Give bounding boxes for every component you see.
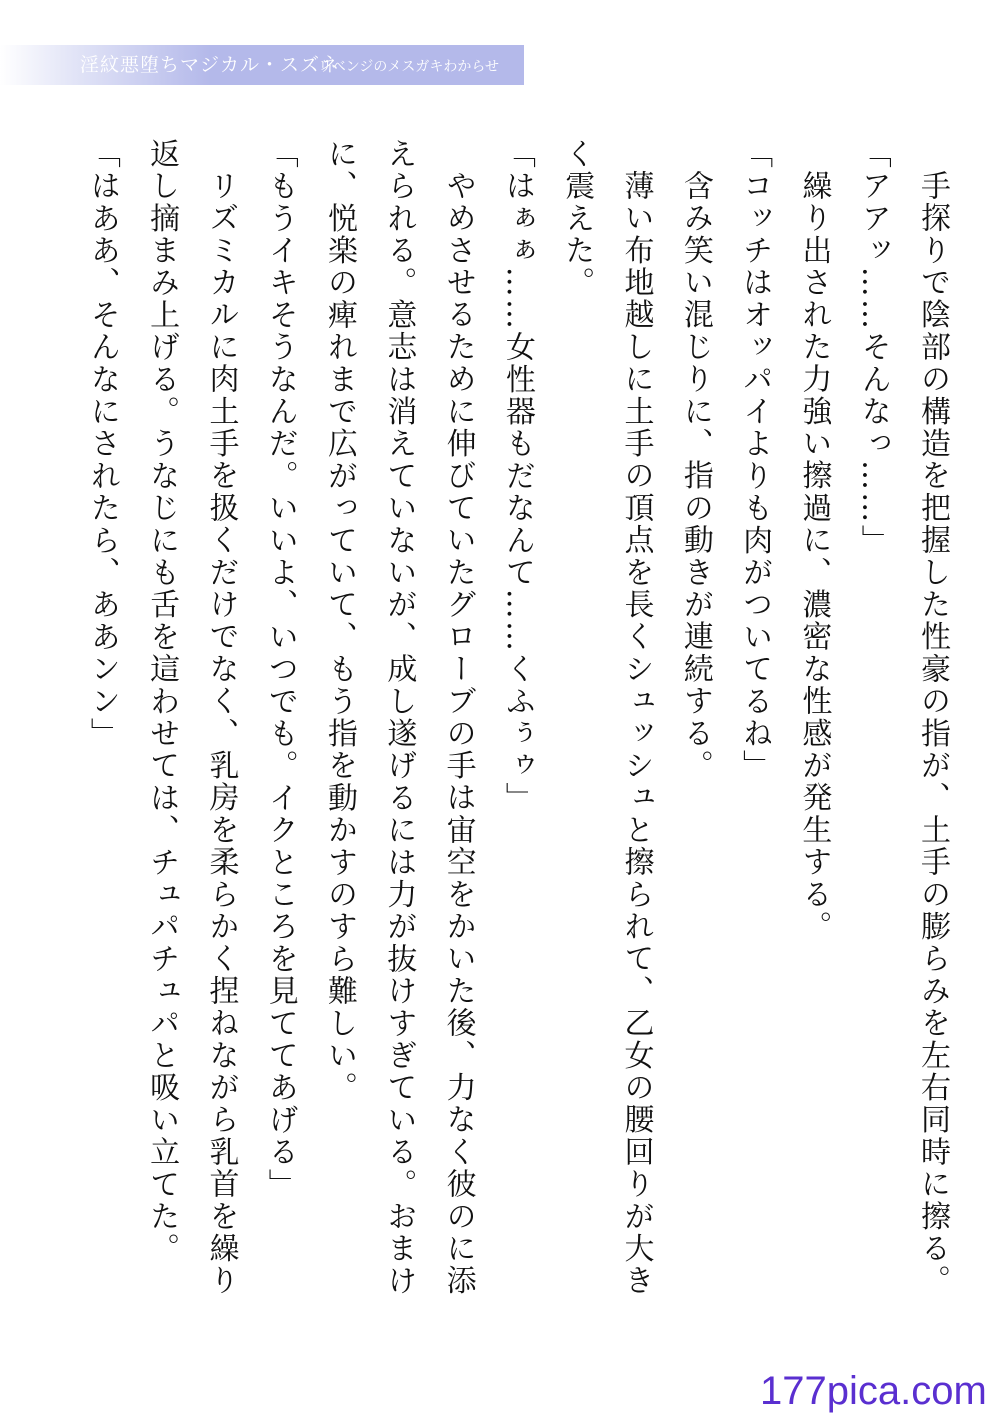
watermark-link[interactable]: 177pica.com bbox=[760, 1369, 987, 1413]
text-line: 手探りで陰部の構造を把握した性豪の指が、土手の膨らみを左右同時に擦る。 bbox=[915, 170, 950, 1297]
vertical-text-block bbox=[62, 138, 962, 1338]
text-line: 繰り出された力強い擦過に、濃密な性感が発生する。 bbox=[796, 170, 832, 943]
text-line: く震えた。 bbox=[559, 138, 595, 299]
dialogue-line: 「アアッ……そんなっ……」 bbox=[855, 138, 891, 557]
dialogue-line: 「コッチはオッパイよりも肉がついてるね」 bbox=[737, 138, 773, 782]
text-line: 返し摘まみ上げる。うなじにも舌を這わせては、チュパチュパと吸い立てた。 bbox=[144, 138, 180, 1265]
text-line: 薄い布地越しに土手の頂点を長くシュッシュと擦られて、乙女の腰回りが大き bbox=[618, 170, 654, 1297]
text-line: えられる。意志は消えていないが、成し遂げるには力が抜けすぎている。おまけ bbox=[381, 138, 417, 1298]
dialogue-line: 「はああ、そんなにされたら、ああンン」 bbox=[84, 138, 120, 750]
dialogue-line: 「もうイキそうなんだ。いいよ、いつでも。イクところを見ててあげる」 bbox=[262, 138, 298, 1201]
dialogue-line: 「はぁぁ……女性器もだなんて……くふぅゥ」 bbox=[499, 138, 535, 815]
text-line: やめさせるために伸びていたグローブの手は宙空をかいた後、力なく彼のに添 bbox=[440, 170, 476, 1297]
book-subtitle: リベンジのメスガキわからせ bbox=[318, 59, 499, 75]
text-line: 含み笑い混じりに、指の動きが連続する。 bbox=[677, 170, 713, 782]
text-line: に、悦楽の痺れまで広がっていて、もう指を動かすのすら難しい。 bbox=[322, 138, 358, 1104]
text-line: リズミカルに肉土手を扱くだけでなく、乳房を柔らかく捏ねながら乳首を繰り bbox=[203, 170, 239, 1297]
book-title: 淫紋悪堕ちマジカル・スズネ bbox=[80, 54, 341, 76]
